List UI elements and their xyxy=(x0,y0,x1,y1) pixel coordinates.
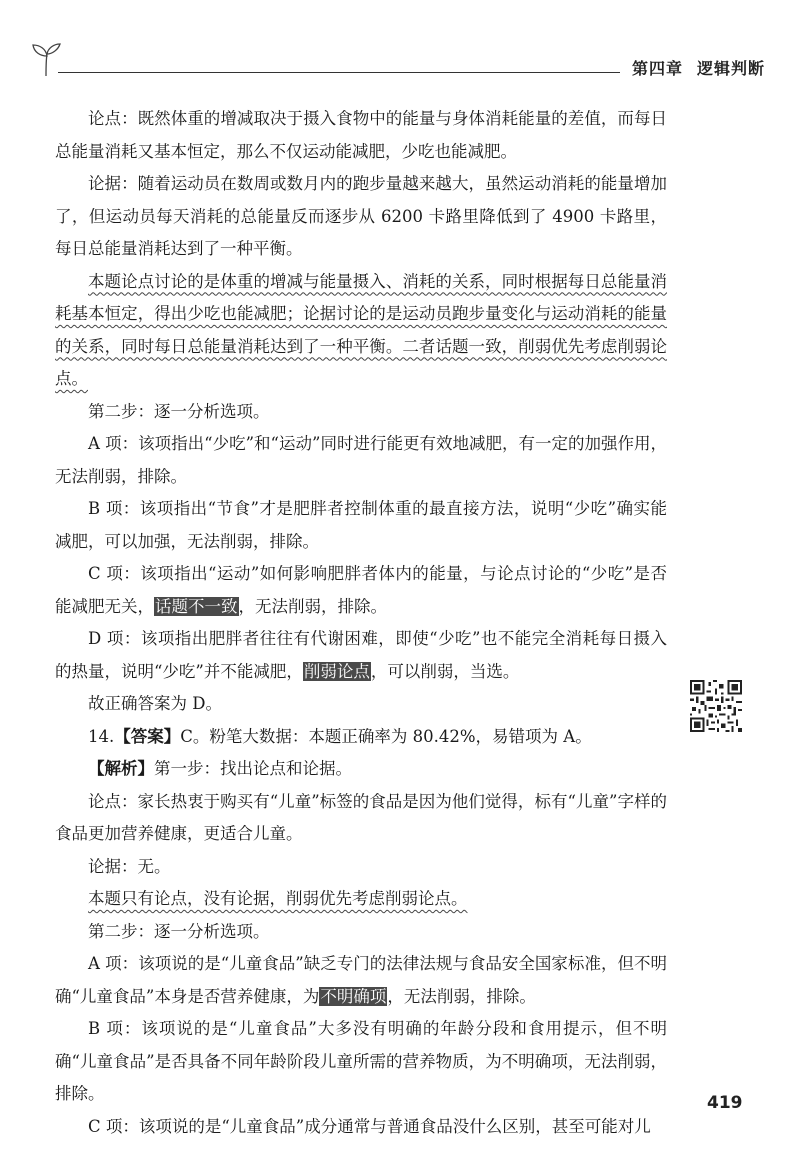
paragraph xyxy=(55,493,667,558)
page-header xyxy=(30,40,765,80)
paragraph-text: A 项：该项指出“少吃”和“运动”同时进行能更有效地减肥，有一定的加强作用，无法削弱，排除。 xyxy=(55,434,667,486)
chapter-title: 逻辑判断 xyxy=(696,59,765,78)
paragraph-text: C 项：该项指出“运动”如何影响肥胖者体内的能量，与论点讨论的“少吃”是否能减肥无关， xyxy=(55,564,667,616)
paragraph-text: 第二步：逐一分析选项。 xyxy=(88,401,270,421)
paragraph-text: ，无法削弱，排除。 xyxy=(238,596,387,616)
paragraph-text: D 项：该项指出肥胖者往往有代谢困难，即使“少吃”也不能完全消耗每日摄入的热量，说明“少吃”并不能减肥， xyxy=(55,629,667,681)
paragraph-text: B 项：该项指出“节食”才是肥胖者控制体重的最直接方法，说明“少吃”确实能减肥，可以加强，无法削弱，排除。 xyxy=(55,499,667,551)
chapter-heading xyxy=(632,56,765,79)
wavy-underlined-text: 本题论点讨论的是体重的增减与能量摄入、消耗的关系，同时根据每日总能量消耗基本恒定，得出少吃也能减肥；论据讨论的是运动员跑步量变化与运动消耗的能量的关系，同时每日总能量消耗达到了一种平衡。二者话题一致，削弱优先考虑削弱论点。 xyxy=(55,271,667,388)
paragraph-text: 论据：无。 xyxy=(88,856,171,876)
chapter-number: 第四章 xyxy=(631,59,683,78)
paragraph xyxy=(55,266,667,396)
paragraph xyxy=(55,753,667,786)
paragraph xyxy=(55,396,667,429)
paragraph xyxy=(55,721,667,754)
page-body xyxy=(55,103,667,1143)
paragraph xyxy=(55,851,667,884)
paragraph xyxy=(55,168,667,266)
paragraph xyxy=(55,948,667,1013)
paragraph-text: 第二步：逐一分析选项。 xyxy=(88,921,270,941)
highlighted-term: 削弱论点 xyxy=(303,661,370,681)
header-rule xyxy=(58,72,620,73)
bracket-label: 【解析】 xyxy=(88,759,154,778)
paragraph-text: A 项：该项说的是“儿童食品”缺乏专门的法律法规与食品安全国家标准，但不明确“儿童食品”本身是否营养健康，为 xyxy=(55,954,667,1006)
paragraph-text: 14. xyxy=(88,726,115,746)
paragraph xyxy=(55,883,667,916)
paragraph-text: ，无法削弱，排除。 xyxy=(387,986,536,1006)
bracket-label: 【答案】 xyxy=(114,726,181,746)
paragraph xyxy=(55,1111,667,1144)
paragraph-text: ，可以削弱，当选。 xyxy=(370,661,520,681)
paragraph xyxy=(55,916,667,949)
paragraph xyxy=(55,1013,667,1111)
paragraph xyxy=(55,103,667,168)
paragraph-text: 论据：随着运动员在数周或数月内的跑步量越来越大，虽然运动消耗的能量增加了，但运动员每天消耗的总能量反而逐步从 6200 卡路里降低到了 4900 卡路里，每日总能量消耗达到了一种平衡。 xyxy=(55,174,667,258)
page-number: 419 xyxy=(707,1093,743,1113)
wavy-underlined-text: 本题只有论点，没有论据，削弱优先考虑削弱论点。 xyxy=(88,889,468,908)
paragraph xyxy=(55,623,667,688)
paragraph xyxy=(55,558,667,623)
highlighted-term: 话题不一致 xyxy=(155,596,238,616)
paragraph-text: 故正确答案为 D。 xyxy=(88,694,222,713)
highlighted-term: 不明确项 xyxy=(320,986,387,1006)
paragraph xyxy=(55,428,667,493)
qr-code-icon[interactable] xyxy=(690,680,742,732)
paragraph-text: 论点：既然体重的增减取决于摄入食物中的能量与身体消耗能量的差值，而每日总能量消耗又基本恒定，那么不仅运动能减肥，少吃也能减肥。 xyxy=(55,109,667,161)
paragraph-text: C。粉笔大数据：本题正确率为 80.42%，易错项为 A。 xyxy=(180,726,592,746)
paragraph-text: 论点：家长热衷于购买有“儿童”标签的食品是因为他们觉得，标有“儿童”字样的食品更加营养健康，更适合儿童。 xyxy=(55,791,667,843)
paragraph xyxy=(55,786,667,851)
paragraph-text: B 项：该项说的是“儿童食品”大多没有明确的年龄分段和食用提示，但不明确“儿童食品”是否具备不同年龄阶段儿童所需的营养物质，为不明确项，无法削弱，排除。 xyxy=(55,1019,667,1103)
paragraph xyxy=(55,688,667,721)
paragraph-text: C 项：该项说的是“儿童食品”成分通常与普通食品没什么区别，甚至可能对儿 xyxy=(88,1116,651,1136)
paragraph-text: 第一步：找出论点和论据。 xyxy=(154,759,352,778)
